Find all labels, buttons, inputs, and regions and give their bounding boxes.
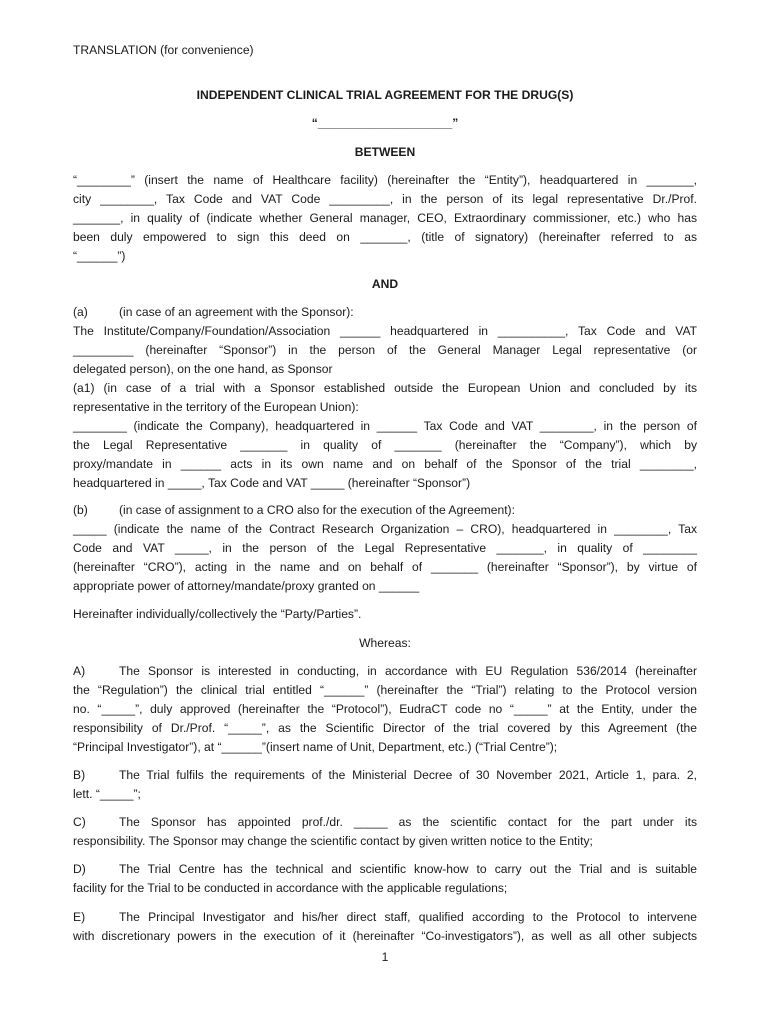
recital-a-label: A) — [73, 664, 86, 678]
recital-e-line-1: The Principal Investigator and his/her direct staff, qualified according to the Protocol to intervene — [119, 910, 697, 924]
clause-b-heading: (in case of assignment to a CRO also for the execution of the Agreement): — [119, 503, 515, 517]
clause-a-line-1: The Institute/Company/Foundation/Association ______ headquartered in __________, Tax Code and VAT — [73, 324, 697, 338]
recital-d-line-1: The Trial Centre has the technical and scientific know-how to carry out the Trial and is suitable — [119, 862, 697, 876]
recital-d-label: D) — [73, 862, 86, 876]
recital-a-line-3: no. “_____”, duly approved (hereinafter the “Protocol”), EudraCT code no “_____” at the Entity, under the — [73, 702, 697, 716]
clause-b-line-4: appropriate power of attorney/mandate/proxy granted on ______ — [73, 579, 420, 593]
recital-e-line-2: with discretionary powers in the execution of it (hereinafter “Co-investigators”), as well as all other subjects — [73, 929, 697, 943]
recital-c-label: C) — [73, 815, 86, 829]
clause-b-line-2: Code and VAT _____, in the person of the Legal Representative _______, in quality of ________ — [73, 541, 697, 555]
entity-line-2: city ________, Tax Code and VAT Code _________, in the person of its legal representative Dr./Prof. — [73, 192, 697, 206]
clause-a1-line-1: (a1) (in case of a trial with a Sponsor established outside the European Union and concluded by its — [73, 381, 697, 395]
entity-line-1: “________” (insert the name of Healthcare facility) (hereinafter the “Entity”), headquartered in _______, — [73, 173, 697, 187]
recital-c-line-1: The Sponsor has appointed prof./dr. _____ as the scientific contact for the part under its — [119, 815, 697, 829]
entity-line-4: been duly empowered to sign this deed on _______, (title of signatory) (hereinafter referred to as — [73, 230, 697, 244]
whereas-heading: Whereas: — [359, 636, 411, 650]
parties-line: Hereinafter individually/collectively the “Party/Parties”. — [73, 607, 362, 621]
recital-c-line-2: responsibility. The Sponsor may change the scientific contact by given written notice to the Entity; — [73, 834, 593, 848]
recital-a-line-5: “Principal Investigator”), at “______”(insert name of Unit, Department, etc.) (“Trial Centre”); — [73, 740, 558, 754]
and-heading: AND — [371, 277, 399, 291]
entity-line-5: “______”) — [73, 249, 126, 263]
clause-a-line-2: _________ (hereinafter “Sponsor”) in the person of the General Manager Legal representative (or — [73, 343, 697, 357]
recital-a-line-2: the “Regulation”) the clinical trial entitled “______” (hereinafter the “Trial”) relating to the Protocol version — [73, 683, 697, 697]
translation-note: TRANSLATION (for convenience) — [73, 43, 254, 57]
clause-a1-line-6: headquartered in _____, Tax Code and VAT _____ (hereinafter “Sponsor”) — [73, 476, 471, 490]
clause-a1-line-3: ________ (indicate the Company), headquartered in ______ Tax Code and VAT ________, in the person of — [73, 419, 697, 433]
clause-a1-line-2: representative in the territory of the European Union): — [73, 400, 359, 414]
recital-a-line-4: responsibility of Dr./Prof. “_____”, as the Scientific Director of the trial covered by this Agreement (the — [73, 721, 697, 735]
clause-a-heading: (in case of an agreement with the Sponsor): — [119, 305, 354, 319]
clause-b-line-1: _____ (indicate the name of the Contract Research Organization – CRO), headquartered in ________, Tax — [73, 522, 697, 536]
clause-b-label: (b) — [73, 503, 88, 517]
clause-a-line-3: delegated person), on the one hand, as Sponsor — [73, 362, 333, 376]
document-title: INDEPENDENT CLINICAL TRIAL AGREEMENT FOR THE DRUG(S) — [196, 88, 574, 102]
page-number: 1 — [381, 950, 389, 964]
recital-d-line-2: facility for the Trial to be conducted in accordance with the applicable regulations; — [73, 881, 508, 895]
entity-line-3: _______, in quality of (indicate whether General manager, CEO, Extraordinary commissioner, etc.) who has — [73, 211, 697, 225]
drug-placeholder: “____________________” — [311, 116, 459, 130]
clause-a-label: (a) — [73, 305, 88, 319]
recital-a-line-1: The Sponsor is interested in conducting, in accordance with EU Regulation 536/2014 (hereinafter — [119, 664, 697, 678]
between-heading: BETWEEN — [354, 145, 416, 159]
recital-b-line-1: The Trial fulfils the requirements of the Ministerial Decree of 30 November 2021, Article 1, para. 2, — [119, 768, 697, 782]
clause-b-line-3: (hereinafter “CRO”), acting in the name and on behalf of _______ (hereinafter “Sponsor”), by virtue of — [73, 560, 697, 574]
recital-b-label: B) — [73, 768, 86, 782]
clause-a1-line-4: the Legal Representative _______ in quality of _______ (hereinafter the “Company”), which by — [73, 438, 697, 452]
recital-e-label: E) — [73, 910, 86, 924]
clause-a1-line-5: proxy/mandate in ______ acts in its own name and on behalf of the Sponsor of the trial ________, — [73, 457, 697, 471]
recital-b-line-2: lett. “_____”; — [73, 787, 141, 801]
